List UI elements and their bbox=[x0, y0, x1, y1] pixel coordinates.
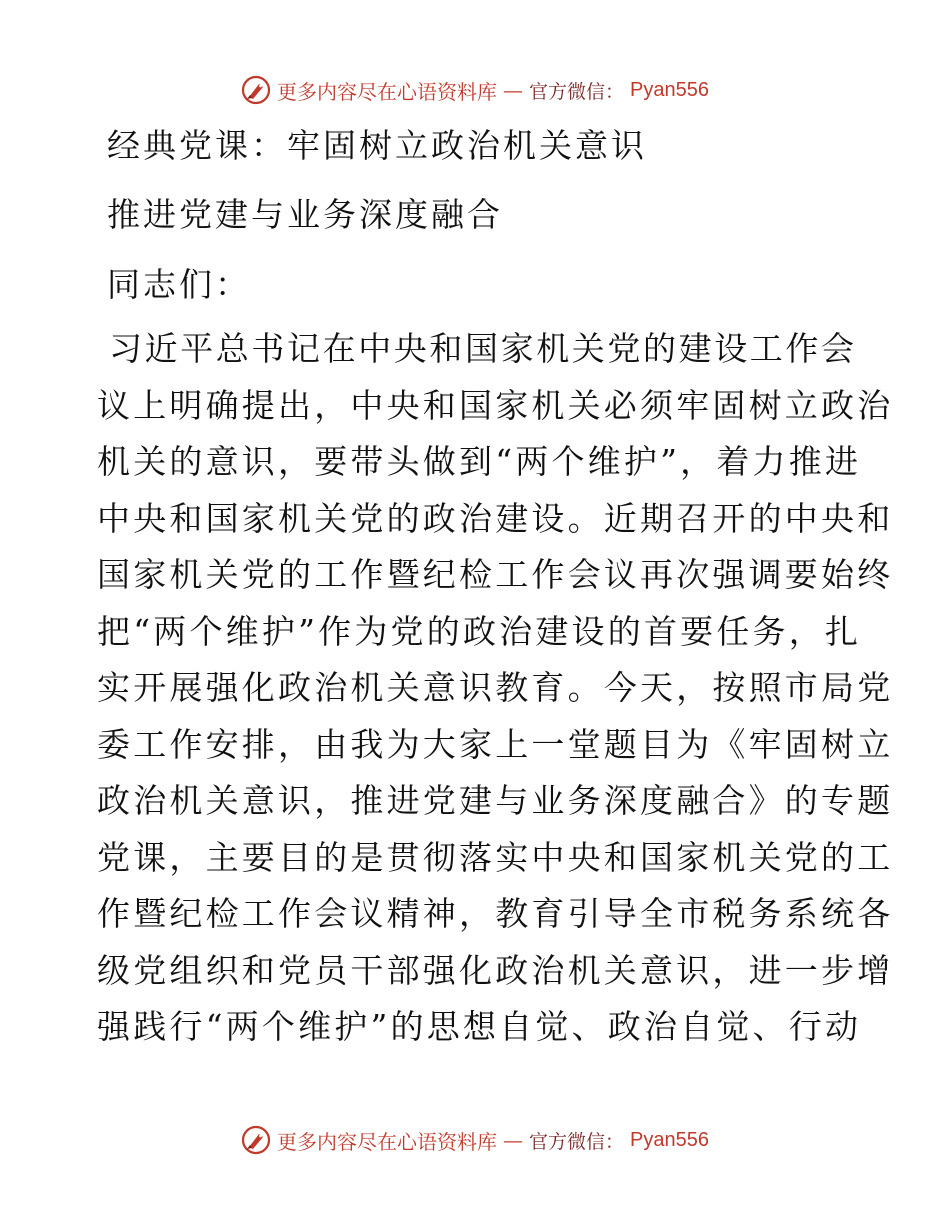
paragraph-line: 习近平总书记在中央和国家机关党的建设工作会 bbox=[109, 329, 857, 368]
paragraph-line: 作暨纪检工作会议精神，教育引导全市税务系统各 bbox=[97, 894, 894, 933]
paragraph-line: 强践行“两个维护”的思想自觉、政治自觉、行动 bbox=[97, 1007, 862, 1046]
salutation: 同志们： bbox=[107, 265, 251, 304]
paragraph-line: 级党组织和党员干部强化政治机关意识，进一步增 bbox=[97, 950, 894, 990]
watermark-separator: — bbox=[503, 78, 523, 102]
paragraph-line: 机关的意识，要带头做到“两个维护”，着力推进 bbox=[97, 442, 862, 481]
footer-watermark bbox=[0, 1123, 950, 1157]
paragraph-line: 中央和国家机关党的政治建设。近期召开的中央和 bbox=[97, 498, 894, 538]
watermark-wechat-label: 官方微信： bbox=[529, 1130, 625, 1153]
paragraph-line: 国家机关党的工作暨纪检工作会议再次强调要始终 bbox=[97, 555, 894, 594]
document-title-line-2: 推进党建与业务深度融合 bbox=[107, 195, 503, 234]
paragraph-line: 政治机关意识，推进党建与业务深度融合》的专题 bbox=[97, 781, 894, 820]
paragraph-line: 把“两个维护”作为党的政治建设的首要任务，扎 bbox=[97, 611, 862, 651]
paragraph-line: 委工作安排，由我为大家上一堂题目为《牢固树立 bbox=[97, 724, 894, 764]
document-title-line-1: 经典党课：牢固树立政治机关意识 bbox=[107, 126, 647, 165]
watermark-wechat-id: Pyan556 bbox=[630, 78, 709, 101]
paragraph-line: 实开展强化政治机关意识教育。今天，按照市局党 bbox=[97, 668, 894, 707]
header-watermark bbox=[0, 73, 950, 107]
pen-nib-logo-icon bbox=[241, 75, 271, 105]
pen-nib-logo-icon bbox=[241, 1125, 271, 1155]
watermark-wechat-id: Pyan556 bbox=[630, 1128, 709, 1151]
paragraph-line: 党课，主要目的是贯彻落实中央和国家机关党的工 bbox=[97, 837, 894, 877]
paragraph bbox=[97, 321, 894, 1056]
document-body bbox=[97, 120, 894, 1056]
watermark-wechat-label: 官方微信： bbox=[529, 80, 625, 103]
paragraph-line: 议上明确提出，中央和国家机关必须牢固树立政治 bbox=[97, 385, 894, 425]
watermark-text: 更多内容尽在心语资料库 bbox=[277, 1129, 497, 1154]
watermark-text: 更多内容尽在心语资料库 bbox=[277, 79, 497, 104]
watermark-separator: — bbox=[503, 1128, 523, 1152]
